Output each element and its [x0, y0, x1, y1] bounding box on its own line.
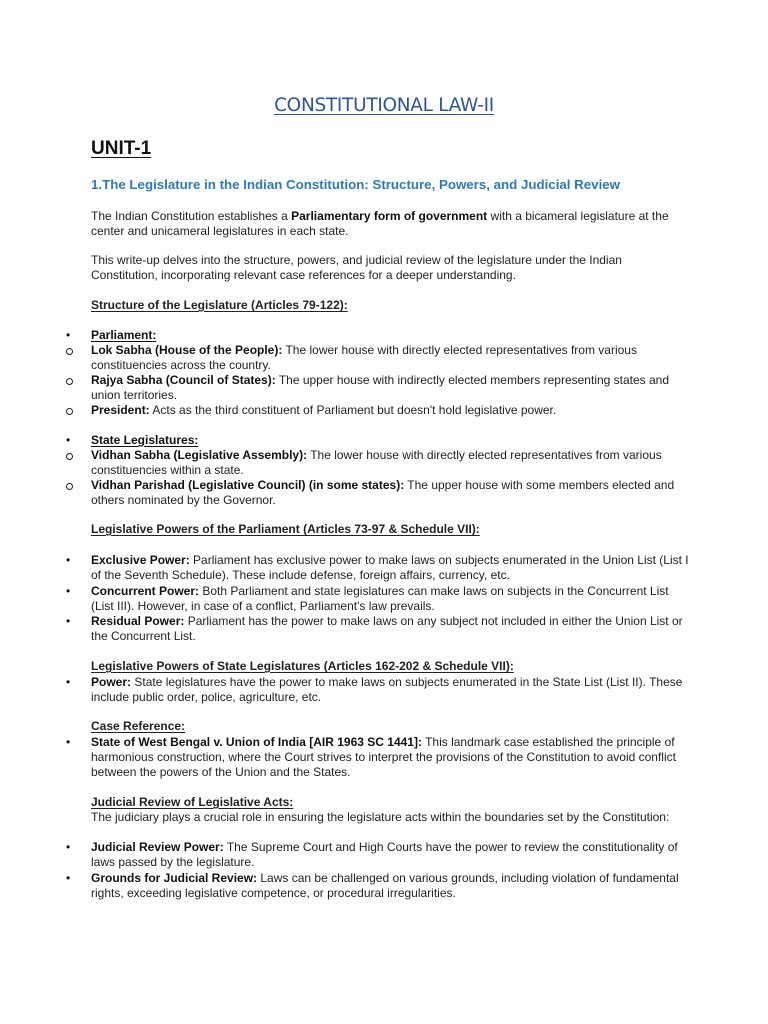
judicial-review-power-item: Judicial Review Power: The Supreme Court and High Courts have the power to review the constitutionality of laws passed by the legislature. [91, 840, 678, 869]
case-reference-heading: Case Reference: [91, 719, 186, 733]
state-power-item: Power: State legislatures have the power to make laws on subjects enumerated in the State List (List II). These include public order, police, agriculture, etc. [91, 675, 683, 704]
document-title: CONSTITUTIONAL LAW-II [274, 95, 494, 116]
judicial-review-intro: The judiciary plays a crucial role in ensuring the legislature acts within the boundaries set by the Constitution: [91, 810, 670, 824]
bullet-icon: • [66, 871, 71, 885]
judicial-review-heading: Judicial Review of Legislative Acts: [91, 795, 294, 809]
president-item: President: Acts as the third constituent of Parliament but doesn't hold legislative power. [91, 403, 557, 417]
vidhan-sabha-item: Vidhan Sabha (Legislative Assembly): The lower house with directly elected representatives from various constituencies within a state. [91, 448, 662, 477]
circle-bullet-icon [66, 453, 73, 460]
rajya-sabha-item: Rajya Sabha (Council of States): The upper house with indirectly elected members representing states and union territories. [91, 373, 670, 402]
circle-bullet-icon [66, 378, 73, 385]
parliament-powers-heading: Legislative Powers of the Parliament (Articles 73-97 & Schedule VII): [91, 522, 480, 536]
circle-bullet-icon [66, 483, 73, 490]
bullet-icon: • [66, 675, 71, 689]
state-legislatures-label: State Legislatures: [91, 433, 199, 447]
parliament-label: Parliament: [91, 328, 157, 342]
intro-paragraph-2: This write-up delves into the structure, powers, and judicial review of the legislature under the Indian Constitution, incorporating relevant case references for a deeper understanding. [91, 253, 622, 282]
circle-bullet-icon [66, 408, 73, 415]
intro-paragraph-1: The Indian Constitution establishes a Parliamentary form of government with a bicameral legislature at the center and unicameral legislatures in each state. [91, 209, 669, 238]
exclusive-power-item: Exclusive Power: Parliament has exclusive power to make laws on subjects enumerated in the Union List (List I of the Seventh Schedule). These include defense, foreign affairs, currency, etc. [91, 553, 689, 582]
bullet-icon: • [66, 553, 71, 567]
lok-sabha-item: Lok Sabha (House of the People): The lower house with directly elected representatives from various constituencies across the country. [91, 343, 637, 372]
bullet-icon: • [66, 614, 71, 628]
state-powers-heading: Legislative Powers of State Legislatures (Articles 162-202 & Schedule VII): [91, 659, 514, 673]
residual-power-item: Residual Power: Parliament has the power to make laws on any subject not included in either the Union List or the Concurrent List. [91, 614, 683, 643]
section-title: 1.The Legislature in the Indian Constitution: Structure, Powers, and Judicial Review [91, 177, 621, 192]
concurrent-power-item: Concurrent Power: Both Parliament and state legislatures can make laws on subjects in the Concurrent List (List III). However, in case of a conflict, Parliament's law prevails. [91, 584, 669, 613]
bullet-icon: • [66, 840, 71, 854]
bullet-icon: • [66, 584, 71, 598]
case-reference-item: State of West Bengal v. Union of India [AIR 1963 SC 1441]: This landmark case established the principle of harmonious construction, where the Court strives to interpret the provisions of the Constitution to avoid conflict between the powers of the Union and the States. [91, 735, 676, 779]
bullet-icon: • [66, 735, 71, 749]
circle-bullet-icon [66, 348, 73, 355]
bullet-icon: • [66, 328, 71, 342]
unit-heading: UNIT-1 [91, 138, 152, 159]
structure-heading: Structure of the Legislature (Articles 79-122): [91, 298, 348, 312]
grounds-item: Grounds for Judicial Review: Laws can be challenged on various grounds, including violation of fundamental rights, exceeding legislative competence, or procedural irregularities. [91, 871, 679, 900]
bullet-icon: • [66, 433, 71, 447]
vidhan-parishad-item: Vidhan Parishad (Legislative Council) (in some states): The upper house with some members elected and others nominated by the Governor. [91, 478, 675, 507]
